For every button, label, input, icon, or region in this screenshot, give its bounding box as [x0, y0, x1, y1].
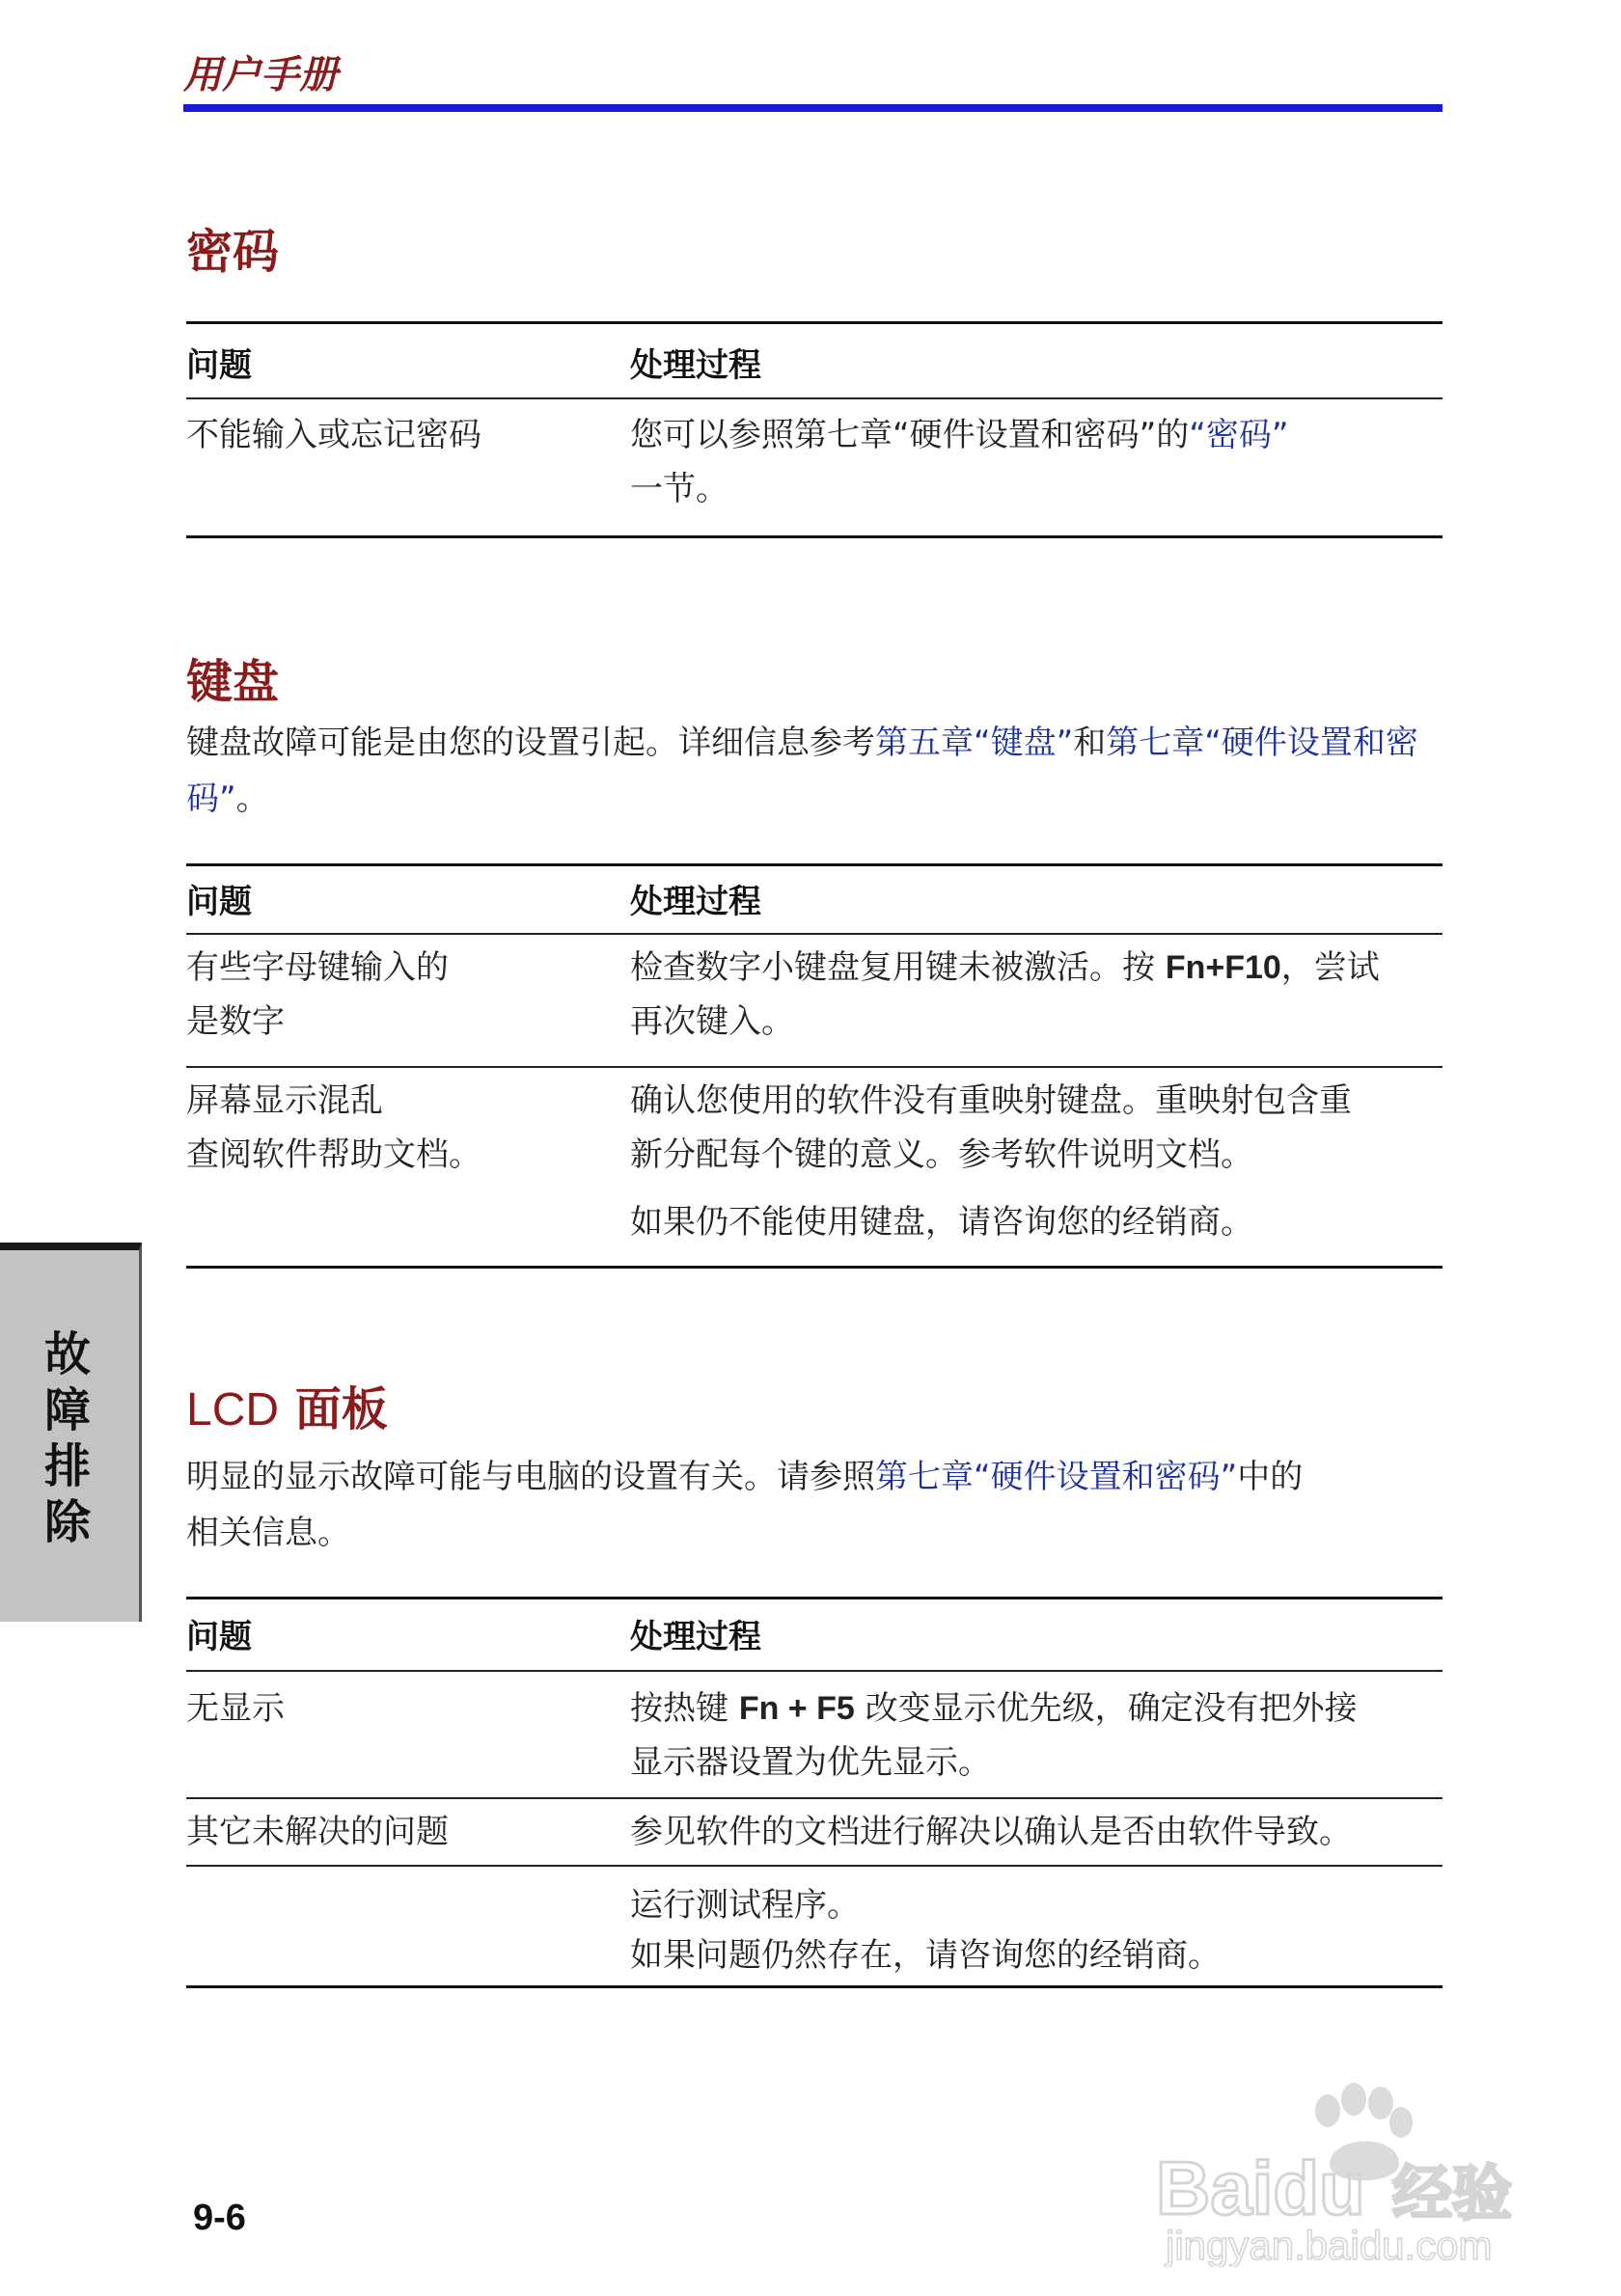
table-bottom-rule [186, 1985, 1442, 1988]
table-row-problem: 其它未解决的问题 [186, 1813, 449, 1851]
password-table [186, 321, 1442, 538]
page-number: 9-6 [193, 2198, 246, 2238]
header-rule [183, 104, 1442, 112]
intro-text-mid: 和 [1073, 724, 1107, 762]
intro-text: 键盘故障可能是由您的设置引起。详细信息参考 [186, 724, 875, 762]
problem-line1: 屏幕显示混乱 [186, 1081, 383, 1120]
col-header-problem: 问题 [186, 883, 252, 921]
table-bottom-rule [186, 535, 1442, 538]
section-title-lcd [186, 1372, 388, 1438]
solution-text-line2: 显示器设置为优先显示。 [630, 1743, 991, 1782]
solution-text-line2: 再次键入。 [630, 1002, 794, 1041]
manual-title: 用户手册 [183, 53, 338, 97]
table-row-solution [630, 1681, 1442, 1790]
solution-line2: 新分配每个键的意义。参考软件说明文档。 [630, 1135, 1253, 1174]
col-header-solution: 处理过程 [630, 1618, 761, 1656]
table-row-solution [630, 941, 1442, 1049]
table-row-solution [630, 1880, 1442, 1981]
solution-text: 您可以参照第七章“硬件设置和密码”的 [630, 416, 1190, 454]
chapter7-link[interactable]: 第七章“硬件设置和密码” [875, 1458, 1238, 1496]
solution-line3: 如果仍不能使用键盘，请咨询您的经销商。 [630, 1203, 1253, 1242]
section-title-keyboard: 键盘 [186, 655, 280, 709]
table-bottom-rule [186, 1266, 1442, 1269]
intro-text-end: 。 [235, 779, 269, 818]
side-tab-char: 障 [43, 1383, 91, 1437]
table-header-rule [186, 933, 1442, 935]
lcd-table [186, 1597, 1442, 1992]
table-header-rule [186, 1670, 1442, 1672]
solution-line2: 如果问题仍然存在，请咨询您的经销商。 [630, 1936, 1221, 1975]
keyboard-intro [186, 715, 1442, 827]
intro-text-line2: 相关信息。 [186, 1514, 350, 1552]
table-top-rule [186, 321, 1442, 324]
side-tab-char: 故 [43, 1327, 91, 1381]
col-header-solution: 处理过程 [630, 883, 761, 921]
solution-text-line2: 一节。 [630, 470, 728, 508]
url-text: jingyan.baidu.com [1166, 2223, 1493, 2267]
solution-text: 按热键 [630, 1689, 739, 1728]
intro-text-post: 中的 [1237, 1458, 1304, 1496]
hotkey-fn-f10: Fn+F10 [1165, 949, 1281, 986]
table-row-rule [186, 1066, 1442, 1068]
table-row-problem: 无显示 [186, 1689, 285, 1728]
table-row-problem: 不能输入或忘记密码 [186, 416, 481, 454]
side-tab-char: 除 [43, 1495, 91, 1549]
section-title-password: 密码 [186, 225, 280, 279]
table-row-problem [186, 1074, 611, 1182]
col-header-problem: 问题 [186, 346, 252, 385]
baidu-watermark [1156, 2074, 1542, 2267]
table-row-solution [630, 1074, 1442, 1249]
section-title-lcd-latin: LCD [186, 1384, 280, 1435]
intro-text: 明显的显示故障可能与电脑的设置有关。请参照 [186, 1458, 875, 1496]
solution-text: 检查数字小键盘复用键未被激活。按 [630, 948, 1166, 987]
section-title-lcd-cn: 面板 [279, 1382, 388, 1436]
table-row-rule [186, 1797, 1442, 1799]
brand-text: Baidu [1156, 2146, 1365, 2230]
table-row-rule [186, 1865, 1442, 1867]
side-tab-char: 排 [43, 1439, 91, 1493]
table-row-problem [186, 941, 611, 1049]
solution-line1: 运行测试程序。 [630, 1886, 860, 1925]
problem-line2: 是数字 [186, 1002, 285, 1041]
table-row-solution: 参见软件的文档进行解决以确认是否由软件导致。 [630, 1813, 1352, 1851]
table-header-rule [186, 397, 1442, 399]
table-row-solution [630, 408, 1442, 516]
solution-text-post: 改变显示优先级，确定没有把外接 [854, 1689, 1358, 1728]
table-top-rule [186, 1597, 1442, 1599]
col-header-problem: 问题 [186, 1618, 252, 1656]
problem-line2: 查阅软件帮助文档。 [186, 1135, 481, 1174]
password-link[interactable]: “密码” [1189, 416, 1289, 454]
lcd-intro [186, 1449, 1442, 1561]
col-header-solution: 处理过程 [630, 346, 761, 385]
table-top-rule [186, 863, 1442, 866]
solution-text-post: ，尝试 [1280, 948, 1380, 987]
hotkey-fn-f5: Fn + F5 [738, 1690, 855, 1727]
solution-line1: 确认您使用的软件没有重映射键盘。重映射包含重 [630, 1081, 1352, 1120]
chapter5-link[interactable]: 第五章“键盘” [875, 724, 1074, 762]
chapter-side-tab-label [37, 1326, 98, 1550]
keyboard-table [186, 863, 1442, 1269]
brand-cn-text: 经验 [1392, 2158, 1513, 2228]
problem-line1: 有些字母键输入的 [186, 948, 449, 987]
chapter7-link[interactable]: 第七章“硬件设置和密码” [186, 724, 1418, 818]
